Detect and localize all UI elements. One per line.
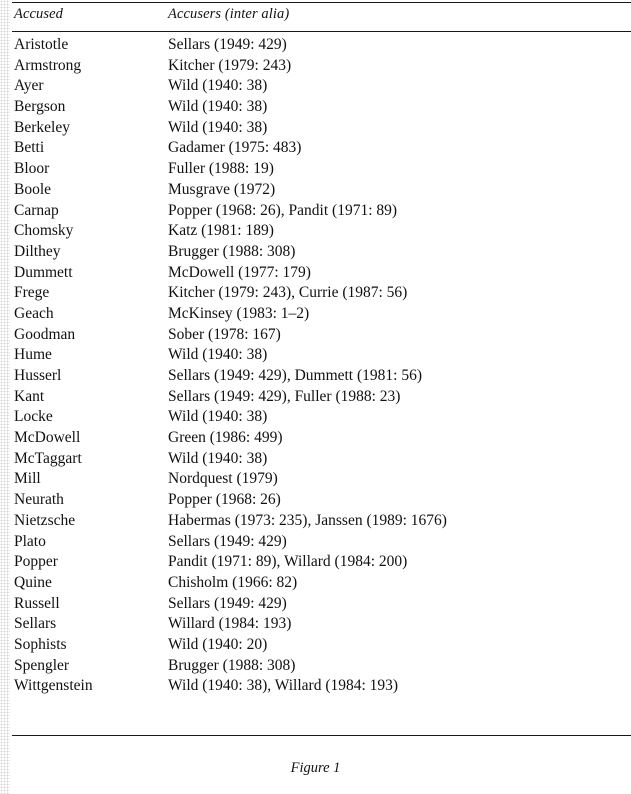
accusers-cell: Wild (1940: 20) [168, 635, 268, 653]
header-accused: Accused [14, 6, 64, 22]
accusers-cell: Green (1986: 499) [168, 429, 283, 447]
accused-cell: Chomsky [14, 222, 74, 240]
accusers-cell: Wild (1940: 38), Willard (1984: 193) [168, 677, 399, 695]
accusers-cell: Willard (1984: 193) [168, 615, 292, 633]
table-row [12, 97, 631, 118]
table-body [12, 35, 631, 697]
accused-cell: Berkeley [14, 118, 70, 136]
accused-cell: McDowell [14, 429, 81, 447]
table-row [12, 387, 631, 408]
accused-cell: Bloor [14, 160, 50, 178]
table-row [12, 469, 631, 490]
table-row [12, 449, 631, 470]
table-row [12, 614, 631, 635]
scan-edge-texture [0, 0, 10, 794]
table-row [12, 35, 631, 56]
table-row [12, 159, 631, 180]
accused-cell: Spengler [14, 656, 70, 674]
table-row [12, 263, 631, 284]
accused-cell: Carnap [14, 201, 59, 219]
accusers-cell: Kitcher (1979: 243), Currie (1987: 56) [168, 284, 408, 302]
accused-cell: Frege [14, 284, 50, 302]
accusers-cell: Popper (1968: 26), Pandit (1971: 89) [168, 201, 398, 219]
accused-cell: Wittgenstein [14, 677, 93, 695]
table-row [12, 366, 631, 387]
table-row [12, 511, 631, 532]
table-row [12, 201, 631, 222]
table-row [12, 180, 631, 201]
accusers-cell: McDowell (1977: 179) [168, 263, 311, 281]
accused-cell: Dilthey [14, 242, 61, 260]
accusers-cell: Sober (1978: 167) [168, 325, 281, 343]
accused-cell: Armstrong [14, 56, 82, 74]
accused-cell: Mill [14, 470, 41, 488]
table-row [12, 345, 631, 366]
accused-cell: Popper [14, 553, 58, 571]
accused-cell: Betti [14, 139, 45, 157]
accusers-cell: Wild (1940: 38) [168, 118, 268, 136]
table-bottom-rule [12, 735, 631, 736]
table-row [12, 118, 631, 139]
table-row [12, 532, 631, 553]
accusers-cell: Wild (1940: 38) [168, 346, 268, 364]
accused-cell: Kant [14, 387, 45, 405]
accusers-cell: Pandit (1971: 89), Willard (1984: 200) [168, 553, 408, 571]
accusers-cell: Wild (1940: 38) [168, 449, 268, 467]
accused-cell: Sophists [14, 635, 67, 653]
table-row [12, 428, 631, 449]
accused-cell: McTaggart [14, 449, 82, 467]
accusers-cell: McKinsey (1983: 1–2) [168, 304, 310, 322]
accusers-cell: Habermas (1973: 235), Janssen (1989: 1676) [168, 511, 447, 529]
table-row [12, 138, 631, 159]
accused-cell: Locke [14, 408, 53, 426]
accusers-cell: Katz (1981: 189) [168, 222, 274, 240]
accusers-cell: Kitcher (1979: 243) [168, 56, 292, 74]
accused-cell: Hume [14, 346, 52, 364]
accused-cell: Husserl [14, 367, 62, 384]
table-row [12, 552, 631, 573]
accusers-cell: Musgrave (1972) [168, 180, 276, 198]
accused-cell: Ayer [14, 77, 44, 95]
table-row [12, 325, 631, 346]
accusers-cell: Nordquest (1979) [168, 470, 278, 488]
table-row [12, 594, 631, 615]
table-row [12, 635, 631, 656]
table-row [12, 676, 631, 697]
accusers-cell: Wild (1940: 38) [168, 77, 268, 95]
accused-cell: Neurath [14, 491, 64, 509]
accusers-cell: Sellars (1949: 429) [168, 36, 287, 53]
figure-caption: Figure 1 [290, 760, 341, 776]
table-row [12, 490, 631, 511]
accusers-cell: Sellars (1949: 429), Fuller (1988: 23) [168, 387, 401, 405]
accusers-cell: Chisholm (1966: 82) [168, 573, 298, 591]
accusers-cell: Sellars (1949: 429) [168, 532, 287, 550]
accused-cell: Goodman [14, 325, 76, 343]
accusers-cell: Fuller (1988: 19) [168, 160, 274, 178]
table-row [12, 407, 631, 428]
accused-cell: Russell [14, 594, 60, 612]
table-row [12, 573, 631, 594]
table-row [12, 656, 631, 677]
accused-cell: Geach [14, 304, 54, 322]
accusers-cell: Brugger (1988: 308) [168, 656, 296, 674]
accusers-cell: Wild (1940: 38) [168, 408, 268, 426]
accusers-cell: Brugger (1988: 308) [168, 242, 296, 260]
table-top-rule [12, 2, 631, 3]
table-row [12, 76, 631, 97]
accused-cell: Quine [14, 573, 52, 591]
table-row [12, 304, 631, 325]
accusers-cell: Wild (1940: 38) [168, 98, 268, 116]
accused-cell: Sellars [14, 615, 57, 633]
accusers-cell: Popper (1968: 26) [168, 491, 281, 509]
accused-cell: Boole [14, 180, 52, 198]
table-header-row [12, 6, 631, 28]
table-row [12, 221, 631, 242]
table-row [12, 242, 631, 263]
accusers-cell: Gadamer (1975: 483) [168, 139, 302, 157]
accusers-cell: Sellars (1949: 429) [168, 594, 287, 612]
table-row [12, 56, 631, 77]
table-row [12, 283, 631, 304]
accused-cell: Aristotle [14, 36, 69, 53]
accused-cell: Nietzsche [14, 511, 76, 529]
header-accusers: Accusers (inter alia) [168, 6, 290, 22]
accused-cell: Bergson [14, 98, 66, 116]
accused-cell: Dummett [14, 263, 73, 281]
accused-cell: Plato [14, 532, 46, 550]
table-header-rule [12, 31, 631, 32]
accusers-cell: Sellars (1949: 429), Dummett (1981: 56) [168, 367, 422, 384]
